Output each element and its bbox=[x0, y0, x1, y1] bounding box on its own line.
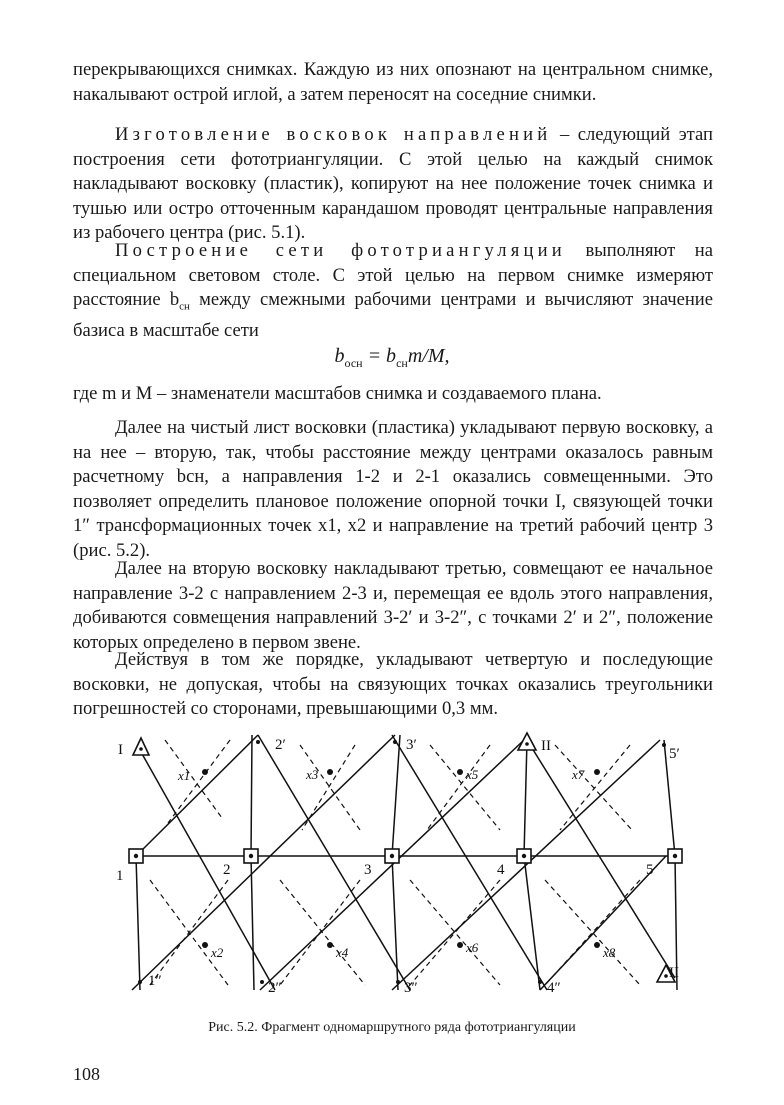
paragraph-1: перекрывающихся снимках. Каждую из них опознают на центральном снимке, накалывают острой иглой, а затем переносят на соседние снимки. bbox=[73, 59, 713, 105]
formula-basis: $b_{осн} = b_{сн}m/M$, bbox=[334, 345, 450, 370]
term-waxes: Изготовление восковок направлений bbox=[115, 124, 552, 145]
label-x5: x5 bbox=[466, 767, 479, 782]
label-control-II-top: II bbox=[541, 738, 551, 754]
label-x7: x7 bbox=[572, 767, 585, 782]
label-bottom-3pp: 3″ bbox=[404, 980, 418, 996]
page-number: 108 bbox=[73, 1064, 100, 1084]
label-bottom-1pp: 1″ bbox=[148, 973, 162, 989]
control-triangle-I bbox=[133, 738, 149, 755]
control-triangle-II-top bbox=[518, 733, 536, 750]
label-x1: x1 bbox=[178, 768, 191, 783]
label-top-3p: 3′ bbox=[406, 737, 417, 753]
paragraph-3-text: выполняют на специальном световом столе. С этой целью на первом снимке измеряют расстояние b bbox=[73, 240, 714, 310]
label-x6: x6 bbox=[466, 940, 479, 955]
paragraph-3-end: между смежными рабочими центрами и вычисляют значение базиса в масштабе сети bbox=[73, 289, 714, 342]
label-x2: x2 bbox=[211, 945, 224, 960]
paragraph-5: Далее на чистый лист восковки (пластика) укладывают первую восковку, а на нее – вторую, так, чтобы расстояние между центрами оказалось равным расчетному bсн, а направления 1-2 и 2-1 оказались совмещенными. Это позволяет определить плановое положение опорной точки I, связующей точки 1″ трансформационных точек x1, x2 и направление на третий рабочий центр 3 (рис. 5.2). bbox=[73, 417, 713, 561]
label-bottom-2pp: 2″ bbox=[268, 980, 282, 996]
label-control-I: I bbox=[118, 742, 123, 758]
label-x4: x4 bbox=[336, 945, 349, 960]
paragraph-4: где m и M – знаменатели масштабов снимка и создаваемого плана. bbox=[73, 383, 602, 404]
figure-caption: Рис. 5.2. Фрагмент одномаршрутного ряда фототриангуляции bbox=[208, 1020, 576, 1035]
label-center-4: 4 bbox=[497, 862, 505, 878]
label-x8: x8 bbox=[603, 945, 616, 960]
label-center-3: 3 bbox=[364, 862, 372, 878]
label-control-II-bottom: II bbox=[669, 965, 679, 981]
label-x3: x3 bbox=[306, 767, 319, 782]
label-center-1: 1 bbox=[116, 868, 124, 884]
label-top-2p: 2′ bbox=[275, 737, 286, 753]
subscript-sn: сн bbox=[179, 300, 190, 313]
label-center-2: 2 bbox=[223, 862, 231, 878]
term-network: Построение сети фототриангуляции bbox=[115, 240, 566, 261]
label-bottom-4pp: 4″ bbox=[547, 980, 561, 996]
paragraph-2-text: – следующий этап построения сети фототриангуляции. С этой целью на каждый снимок накладывают восковку (пластик), копируют на нее положение точек снимка и тушью или остро отточенным карандашом проводят центральные направления из рабочего центра (рис. 5.1). bbox=[73, 124, 713, 243]
label-top-5p: 5′ bbox=[669, 746, 680, 762]
paragraph-6: Далее на вторую восковку накладывают третью, совмещают ее начальное направление 3-2 с направлением 2-3 и, перемещая ее вдоль этого направления, добиваются совмещения направлений 3-2′ и 3-2″, с точками 2′ и 2″, положение которых определено в первом звене. bbox=[73, 558, 713, 653]
paragraph-7: Действуя в том же порядке, укладывают четвертую и последующие восковки, не допуская, чтобы на связующих точках оказались треугольники погрешностей со сторонами, превышающими 0,3 мм. bbox=[73, 649, 713, 719]
label-center-5: 5 bbox=[646, 862, 654, 878]
